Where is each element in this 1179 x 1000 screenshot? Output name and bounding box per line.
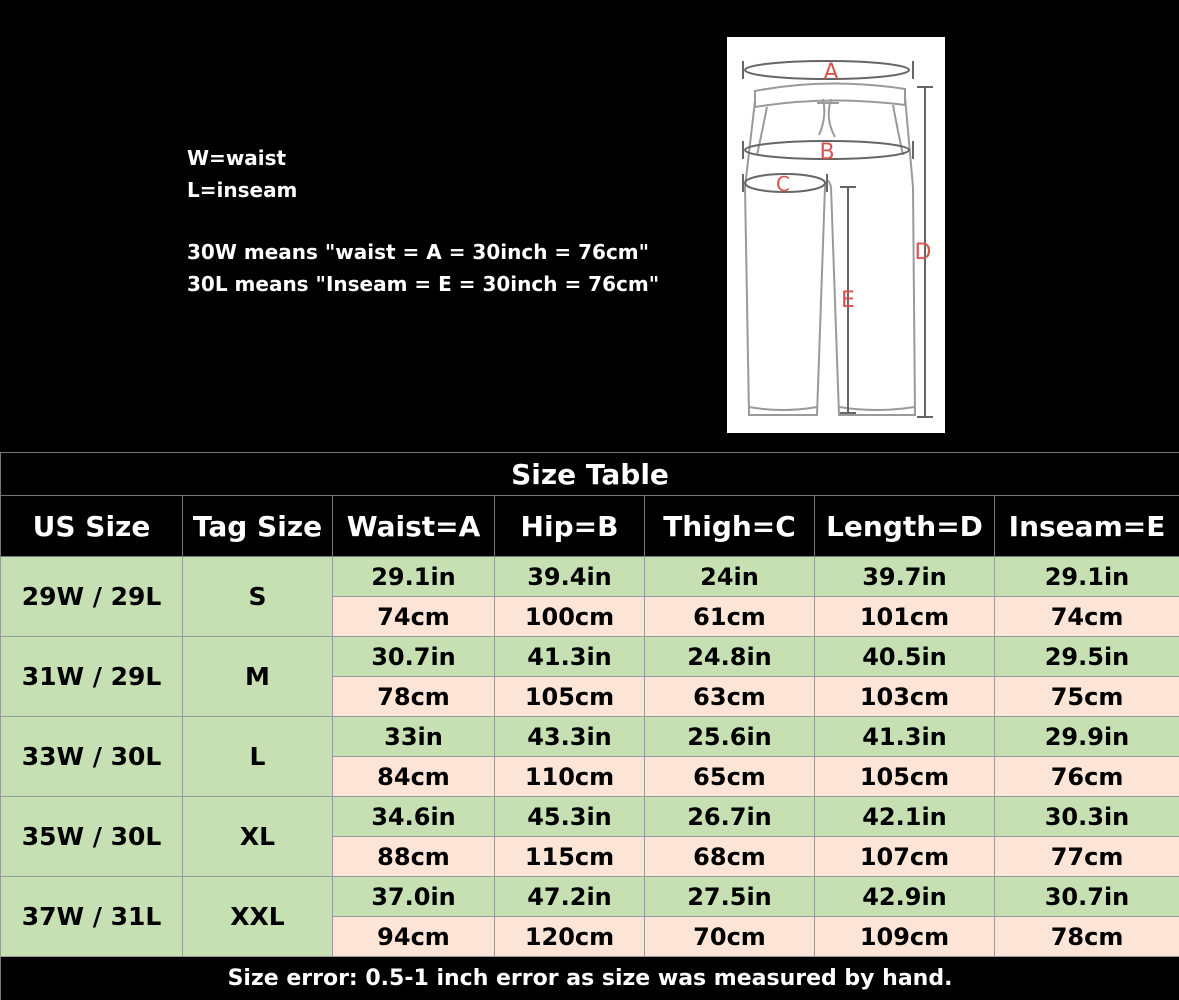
inch-value-cell: 26.7in xyxy=(645,797,815,837)
inch-value-cell: 41.3in xyxy=(815,717,995,757)
size-legend xyxy=(187,142,659,300)
us-size-cell: 29W / 29L xyxy=(1,557,183,637)
inch-value-cell: 40.5in xyxy=(815,637,995,677)
cm-value-cell: 61cm xyxy=(645,597,815,637)
size-table xyxy=(0,452,1179,1000)
label-c: C xyxy=(776,172,790,196)
label-a: A xyxy=(823,60,839,85)
cm-value-cell: 107cm xyxy=(815,837,995,877)
legend-inseam-example: 30L means "Inseam = E = 30inch = 76cm" xyxy=(187,272,660,296)
cm-value-cell: 77cm xyxy=(995,837,1179,877)
table-row-inch xyxy=(1,717,1179,757)
inch-value-cell: 34.6in xyxy=(333,797,495,837)
column-header: Hip=B xyxy=(495,496,645,557)
inch-value-cell: 30.7in xyxy=(995,877,1179,917)
legend-inseam: L=inseam xyxy=(187,178,298,202)
inch-value-cell: 42.9in xyxy=(815,877,995,917)
cm-value-cell: 94cm xyxy=(333,917,495,957)
cm-value-cell: 103cm xyxy=(815,677,995,717)
inch-value-cell: 24in xyxy=(645,557,815,597)
cm-value-cell: 88cm xyxy=(333,837,495,877)
tag-size-cell: S xyxy=(183,557,333,637)
cm-value-cell: 76cm xyxy=(995,757,1179,797)
cm-value-cell: 110cm xyxy=(495,757,645,797)
inch-value-cell: 29.5in xyxy=(995,637,1179,677)
table-body xyxy=(1,557,1179,957)
us-size-cell: 35W / 30L xyxy=(1,797,183,877)
cm-value-cell: 65cm xyxy=(645,757,815,797)
cm-value-cell: 70cm xyxy=(645,917,815,957)
inch-value-cell: 39.7in xyxy=(815,557,995,597)
pants-diagram-svg xyxy=(727,37,945,433)
cm-value-cell: 68cm xyxy=(645,837,815,877)
inch-value-cell: 29.9in xyxy=(995,717,1179,757)
cm-value-cell: 84cm xyxy=(333,757,495,797)
inch-value-cell: 30.3in xyxy=(995,797,1179,837)
table-row-inch xyxy=(1,877,1179,917)
label-d: D xyxy=(914,240,932,265)
inch-value-cell: 37.0in xyxy=(333,877,495,917)
cm-value-cell: 63cm xyxy=(645,677,815,717)
cm-value-cell: 75cm xyxy=(995,677,1179,717)
inch-value-cell: 41.3in xyxy=(495,637,645,677)
table-row-inch xyxy=(1,637,1179,677)
legend-waist: W=waist xyxy=(187,146,287,170)
inch-value-cell: 30.7in xyxy=(333,637,495,677)
cm-value-cell: 101cm xyxy=(815,597,995,637)
us-size-cell: 31W / 29L xyxy=(1,637,183,717)
inch-value-cell: 29.1in xyxy=(995,557,1179,597)
inch-value-cell: 33in xyxy=(333,717,495,757)
legend-waist-example: 30W means "waist = A = 30inch = 76cm" xyxy=(187,240,650,264)
inch-value-cell: 47.2in xyxy=(495,877,645,917)
cm-value-cell: 100cm xyxy=(495,597,645,637)
column-header: US Size xyxy=(1,496,183,557)
cm-value-cell: 78cm xyxy=(333,677,495,717)
tag-size-cell: L xyxy=(183,717,333,797)
table-row-inch xyxy=(1,797,1179,837)
us-size-cell: 37W / 31L xyxy=(1,877,183,957)
size-error-note: Size error: 0.5-1 inch error as size was measured by hand. xyxy=(1,957,1179,1000)
cm-value-cell: 105cm xyxy=(815,757,995,797)
cm-value-cell: 120cm xyxy=(495,917,645,957)
top-panel xyxy=(0,0,1179,452)
column-header: Inseam=E xyxy=(995,496,1179,557)
inch-value-cell: 43.3in xyxy=(495,717,645,757)
inch-value-cell: 29.1in xyxy=(333,557,495,597)
tag-size-cell: XXL xyxy=(183,877,333,957)
cm-value-cell: 105cm xyxy=(495,677,645,717)
column-header: Waist=A xyxy=(333,496,495,557)
cm-value-cell: 78cm xyxy=(995,917,1179,957)
table-row-inch xyxy=(1,557,1179,597)
label-e: E xyxy=(841,288,855,313)
inch-value-cell: 25.6in xyxy=(645,717,815,757)
inch-value-cell: 39.4in xyxy=(495,557,645,597)
cm-value-cell: 115cm xyxy=(495,837,645,877)
inch-value-cell: 42.1in xyxy=(815,797,995,837)
inch-value-cell: 45.3in xyxy=(495,797,645,837)
label-b: B xyxy=(819,140,835,165)
tag-size-cell: XL xyxy=(183,797,333,877)
inch-value-cell: 27.5in xyxy=(645,877,815,917)
table-title: Size Table xyxy=(1,453,1179,496)
column-header: Thigh=C xyxy=(645,496,815,557)
inch-value-cell: 24.8in xyxy=(645,637,815,677)
us-size-cell: 33W / 30L xyxy=(1,717,183,797)
cm-value-cell: 74cm xyxy=(333,597,495,637)
column-header: Length=D xyxy=(815,496,995,557)
column-header: Tag Size xyxy=(183,496,333,557)
pants-measurement-diagram xyxy=(727,37,945,433)
table-header-row xyxy=(1,496,1179,557)
tag-size-cell: M xyxy=(183,637,333,717)
cm-value-cell: 74cm xyxy=(995,597,1179,637)
cm-value-cell: 109cm xyxy=(815,917,995,957)
